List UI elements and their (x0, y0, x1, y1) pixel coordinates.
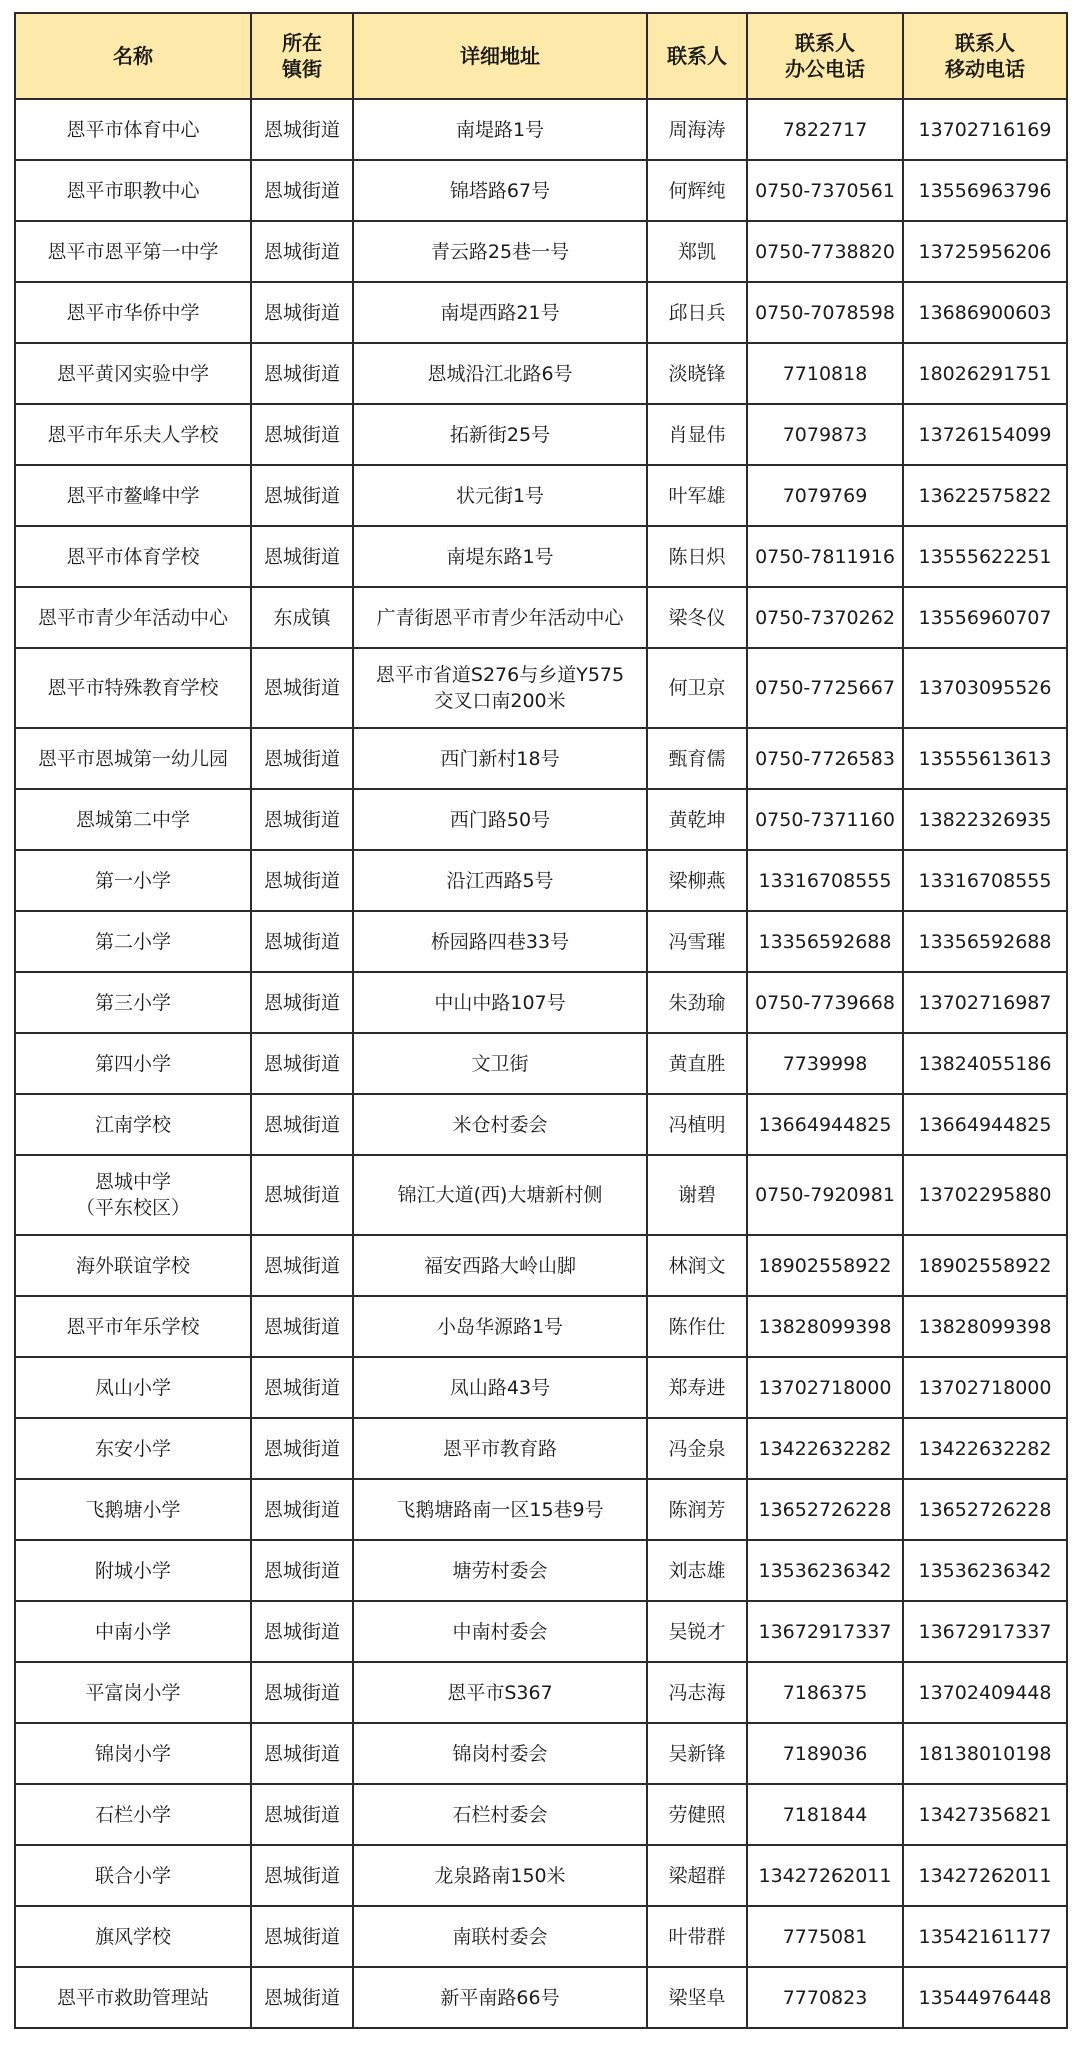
cell-address: 新平南路66号 (353, 1967, 647, 2028)
cell-address: 锦塔路67号 (353, 160, 647, 221)
cell-address: 恩平市S367 (353, 1662, 647, 1723)
cell-address: 文卫街 (353, 1033, 647, 1094)
cell-contact: 劳健照 (647, 1784, 747, 1845)
header-office-phone: 联系人 办公电话 (747, 13, 903, 99)
cell-mobile-phone: 13427262011 (903, 1845, 1067, 1906)
cell-office-phone: 0750-7725667 (747, 648, 903, 728)
cell-town: 恩城街道 (251, 1906, 353, 1967)
table-row (15, 526, 1067, 587)
table-row (15, 1235, 1067, 1296)
cell-name: 江南学校 (15, 1094, 251, 1155)
cell-town: 恩城街道 (251, 99, 353, 160)
table-row (15, 1906, 1067, 1967)
cell-name: 恩平市青少年活动中心 (15, 587, 251, 648)
cell-mobile-phone: 13672917337 (903, 1601, 1067, 1662)
cell-name: 联合小学 (15, 1845, 251, 1906)
table-row (15, 1540, 1067, 1601)
cell-town: 恩城街道 (251, 648, 353, 728)
cell-mobile-phone: 13702295880 (903, 1155, 1067, 1235)
cell-town: 恩城街道 (251, 1033, 353, 1094)
cell-town: 恩城街道 (251, 972, 353, 1033)
cell-address: 桥园路四巷33号 (353, 911, 647, 972)
cell-name: 飞鹅塘小学 (15, 1479, 251, 1540)
cell-mobile-phone: 13702409448 (903, 1662, 1067, 1723)
cell-contact: 梁冬仪 (647, 587, 747, 648)
cell-mobile-phone: 13824055186 (903, 1033, 1067, 1094)
cell-office-phone: 0750-7920981 (747, 1155, 903, 1235)
cell-mobile-phone: 13702716987 (903, 972, 1067, 1033)
cell-office-phone: 7775081 (747, 1906, 903, 1967)
cell-address: 石栏村委会 (353, 1784, 647, 1845)
cell-mobile-phone: 13652726228 (903, 1479, 1067, 1540)
cell-town: 恩城街道 (251, 1601, 353, 1662)
cell-mobile-phone: 18902558922 (903, 1235, 1067, 1296)
table-row (15, 972, 1067, 1033)
cell-town: 恩城街道 (251, 1479, 353, 1540)
cell-town: 恩城街道 (251, 1418, 353, 1479)
cell-office-phone: 0750-7370561 (747, 160, 903, 221)
table-row (15, 99, 1067, 160)
table-row (15, 728, 1067, 789)
cell-name: 第三小学 (15, 972, 251, 1033)
cell-address: 恩城沿江北路6号 (353, 343, 647, 404)
cell-mobile-phone: 13544976448 (903, 1967, 1067, 2028)
cell-name: 恩平市鳌峰中学 (15, 465, 251, 526)
cell-mobile-phone: 13726154099 (903, 404, 1067, 465)
cell-mobile-phone: 13556963796 (903, 160, 1067, 221)
cell-contact: 梁柳燕 (647, 850, 747, 911)
cell-office-phone: 7181844 (747, 1784, 903, 1845)
cell-contact: 肖显伟 (647, 404, 747, 465)
cell-name: 第二小学 (15, 911, 251, 972)
cell-contact: 郑寿进 (647, 1357, 747, 1418)
cell-name: 恩平市特殊教育学校 (15, 648, 251, 728)
table-row (15, 1967, 1067, 2028)
cell-mobile-phone: 18026291751 (903, 343, 1067, 404)
cell-town: 恩城街道 (251, 404, 353, 465)
cell-contact: 吴锐才 (647, 1601, 747, 1662)
cell-town: 恩城街道 (251, 1155, 353, 1235)
table-row (15, 1094, 1067, 1155)
cell-town: 恩城街道 (251, 1845, 353, 1906)
cell-name: 东安小学 (15, 1418, 251, 1479)
cell-mobile-phone: 13356592688 (903, 911, 1067, 972)
cell-contact: 黄直胜 (647, 1033, 747, 1094)
cell-town: 恩城街道 (251, 1094, 353, 1155)
header-row (15, 13, 1067, 99)
cell-name: 旗风学校 (15, 1906, 251, 1967)
cell-mobile-phone: 13427356821 (903, 1784, 1067, 1845)
cell-name: 第一小学 (15, 850, 251, 911)
cell-town: 恩城街道 (251, 282, 353, 343)
cell-office-phone: 7079873 (747, 404, 903, 465)
table-row (15, 789, 1067, 850)
cell-contact: 邱日兵 (647, 282, 747, 343)
cell-office-phone: 0750-7371160 (747, 789, 903, 850)
cell-office-phone: 0750-7811916 (747, 526, 903, 587)
cell-office-phone: 7770823 (747, 1967, 903, 2028)
cell-address: 锦江大道(西)大塘新村侧 (353, 1155, 647, 1235)
header-town: 所在 镇街 (251, 13, 353, 99)
cell-office-phone: 0750-7370262 (747, 587, 903, 648)
cell-mobile-phone: 13422632282 (903, 1418, 1067, 1479)
cell-town: 恩城街道 (251, 1784, 353, 1845)
cell-contact: 林润文 (647, 1235, 747, 1296)
cell-town: 恩城街道 (251, 850, 353, 911)
cell-office-phone: 13652726228 (747, 1479, 903, 1540)
table-row (15, 160, 1067, 221)
cell-name: 恩平市救助管理站 (15, 1967, 251, 2028)
table-row (15, 1845, 1067, 1906)
cell-town: 东成镇 (251, 587, 353, 648)
cell-address: 西门新村18号 (353, 728, 647, 789)
cell-office-phone: 13536236342 (747, 1540, 903, 1601)
cell-town: 恩城街道 (251, 1357, 353, 1418)
cell-office-phone: 13316708555 (747, 850, 903, 911)
cell-mobile-phone: 13822326935 (903, 789, 1067, 850)
cell-name: 恩平市职教中心 (15, 160, 251, 221)
cell-name: 恩平市体育学校 (15, 526, 251, 587)
cell-mobile-phone: 13556960707 (903, 587, 1067, 648)
cell-address: 沿江西路5号 (353, 850, 647, 911)
header-address: 详细地址 (353, 13, 647, 99)
header-name: 名称 (15, 13, 251, 99)
cell-office-phone: 13672917337 (747, 1601, 903, 1662)
cell-name: 恩平市恩平第一中学 (15, 221, 251, 282)
cell-mobile-phone: 13686900603 (903, 282, 1067, 343)
cell-name: 凤山小学 (15, 1357, 251, 1418)
cell-contact: 陈日炽 (647, 526, 747, 587)
table-row (15, 1784, 1067, 1845)
cell-name: 恩平市体育中心 (15, 99, 251, 160)
cell-name: 平富岗小学 (15, 1662, 251, 1723)
cell-office-phone: 7710818 (747, 343, 903, 404)
table-row (15, 1357, 1067, 1418)
cell-contact: 冯金泉 (647, 1418, 747, 1479)
cell-town: 恩城街道 (251, 1662, 353, 1723)
cell-name: 第四小学 (15, 1033, 251, 1094)
cell-address: 拓新街25号 (353, 404, 647, 465)
cell-name: 恩平市华侨中学 (15, 282, 251, 343)
cell-contact: 冯志海 (647, 1662, 747, 1723)
cell-office-phone: 13356592688 (747, 911, 903, 972)
table-row (15, 282, 1067, 343)
cell-contact: 黄乾坤 (647, 789, 747, 850)
cell-address: 中南村委会 (353, 1601, 647, 1662)
cell-town: 恩城街道 (251, 221, 353, 282)
cell-address: 飞鹅塘路南一区15巷9号 (353, 1479, 647, 1540)
table-row (15, 1296, 1067, 1357)
cell-name: 恩平市恩城第一幼儿园 (15, 728, 251, 789)
cell-contact: 吴新锋 (647, 1723, 747, 1784)
cell-contact: 陈润芳 (647, 1479, 747, 1540)
cell-mobile-phone: 18138010198 (903, 1723, 1067, 1784)
cell-contact: 刘志雄 (647, 1540, 747, 1601)
cell-address: 龙泉路南150米 (353, 1845, 647, 1906)
cell-name: 锦岗小学 (15, 1723, 251, 1784)
cell-address: 米仓村委会 (353, 1094, 647, 1155)
cell-address: 南联村委会 (353, 1906, 647, 1967)
table-row (15, 1418, 1067, 1479)
cell-office-phone: 7189036 (747, 1723, 903, 1784)
table-row (15, 1479, 1067, 1540)
cell-mobile-phone: 13622575822 (903, 465, 1067, 526)
cell-office-phone: 7822717 (747, 99, 903, 160)
cell-town: 恩城街道 (251, 343, 353, 404)
cell-name: 海外联谊学校 (15, 1235, 251, 1296)
cell-contact: 郑凯 (647, 221, 747, 282)
cell-mobile-phone: 13536236342 (903, 1540, 1067, 1601)
table-row (15, 648, 1067, 728)
table-row (15, 1723, 1067, 1784)
cell-town: 恩城街道 (251, 1296, 353, 1357)
cell-office-phone: 0750-7738820 (747, 221, 903, 282)
cell-contact: 叶带群 (647, 1906, 747, 1967)
cell-contact: 朱劲瑜 (647, 972, 747, 1033)
cell-mobile-phone: 13555622251 (903, 526, 1067, 587)
table-row (15, 911, 1067, 972)
cell-town: 恩城街道 (251, 1540, 353, 1601)
cell-address: 广青街恩平市青少年活动中心 (353, 587, 647, 648)
cell-name: 附城小学 (15, 1540, 251, 1601)
cell-address: 福安西路大岭山脚 (353, 1235, 647, 1296)
cell-contact: 淡晓锋 (647, 343, 747, 404)
cell-contact: 何辉纯 (647, 160, 747, 221)
cell-name: 恩城第二中学 (15, 789, 251, 850)
cell-contact: 周海涛 (647, 99, 747, 160)
cell-office-phone: 0750-7726583 (747, 728, 903, 789)
cell-contact: 谢碧 (647, 1155, 747, 1235)
table-row (15, 404, 1067, 465)
cell-office-phone: 13422632282 (747, 1418, 903, 1479)
cell-address: 中山中路107号 (353, 972, 647, 1033)
cell-contact: 甄育儒 (647, 728, 747, 789)
cell-office-phone: 0750-7739668 (747, 972, 903, 1033)
cell-name: 中南小学 (15, 1601, 251, 1662)
cell-mobile-phone: 13542161177 (903, 1906, 1067, 1967)
cell-address: 南堤东路1号 (353, 526, 647, 587)
table-row (15, 1033, 1067, 1094)
cell-name: 恩城中学 （平东校区） (15, 1155, 251, 1235)
cell-name: 石栏小学 (15, 1784, 251, 1845)
cell-town: 恩城街道 (251, 526, 353, 587)
table-row (15, 343, 1067, 404)
cell-address: 状元街1号 (353, 465, 647, 526)
cell-office-phone: 13664944825 (747, 1094, 903, 1155)
cell-contact: 何卫京 (647, 648, 747, 728)
cell-office-phone: 7739998 (747, 1033, 903, 1094)
cell-mobile-phone: 13555613613 (903, 728, 1067, 789)
cell-town: 恩城街道 (251, 1967, 353, 2028)
cell-town: 恩城街道 (251, 465, 353, 526)
cell-contact: 冯植明 (647, 1094, 747, 1155)
cell-address: 恩平市省道S276与乡道Y575 交叉口南200米 (353, 648, 647, 728)
cell-town: 恩城街道 (251, 1235, 353, 1296)
cell-contact: 冯雪璀 (647, 911, 747, 972)
cell-town: 恩城街道 (251, 789, 353, 850)
cell-mobile-phone: 13702716169 (903, 99, 1067, 160)
cell-contact: 梁超群 (647, 1845, 747, 1906)
cell-office-phone: 13427262011 (747, 1845, 903, 1906)
cell-mobile-phone: 13828099398 (903, 1296, 1067, 1357)
cell-address: 塘劳村委会 (353, 1540, 647, 1601)
cell-town: 恩城街道 (251, 728, 353, 789)
cell-contact: 陈作仕 (647, 1296, 747, 1357)
table-row (15, 850, 1067, 911)
table-row (15, 1601, 1067, 1662)
cell-address: 锦岗村委会 (353, 1723, 647, 1784)
cell-mobile-phone: 13316708555 (903, 850, 1067, 911)
cell-town: 恩城街道 (251, 160, 353, 221)
cell-office-phone: 18902558922 (747, 1235, 903, 1296)
header-contact: 联系人 (647, 13, 747, 99)
cell-name: 恩平黄冈实验中学 (15, 343, 251, 404)
cell-town: 恩城街道 (251, 1723, 353, 1784)
cell-address: 恩平市教育路 (353, 1418, 647, 1479)
cell-name: 恩平市年乐学校 (15, 1296, 251, 1357)
cell-address: 西门路50号 (353, 789, 647, 850)
cell-office-phone: 13828099398 (747, 1296, 903, 1357)
cell-office-phone: 7079769 (747, 465, 903, 526)
header-mobile-phone: 联系人 移动电话 (903, 13, 1067, 99)
cell-mobile-phone: 13702718000 (903, 1357, 1067, 1418)
cell-office-phone: 0750-7078598 (747, 282, 903, 343)
table-row (15, 587, 1067, 648)
table-row (15, 221, 1067, 282)
cell-name: 恩平市年乐夫人学校 (15, 404, 251, 465)
contact-table (14, 12, 1068, 2029)
cell-address: 南堤路1号 (353, 99, 647, 160)
table-row (15, 1155, 1067, 1235)
cell-address: 南堤西路21号 (353, 282, 647, 343)
cell-town: 恩城街道 (251, 911, 353, 972)
cell-contact: 梁坚阜 (647, 1967, 747, 2028)
cell-contact: 叶军雄 (647, 465, 747, 526)
table-row (15, 465, 1067, 526)
cell-office-phone: 13702718000 (747, 1357, 903, 1418)
cell-mobile-phone: 13725956206 (903, 221, 1067, 282)
table-row (15, 1662, 1067, 1723)
cell-mobile-phone: 13703095526 (903, 648, 1067, 728)
cell-mobile-phone: 13664944825 (903, 1094, 1067, 1155)
cell-office-phone: 7186375 (747, 1662, 903, 1723)
cell-address: 小岛华源路1号 (353, 1296, 647, 1357)
cell-address: 青云路25巷一号 (353, 221, 647, 282)
cell-address: 凤山路43号 (353, 1357, 647, 1418)
